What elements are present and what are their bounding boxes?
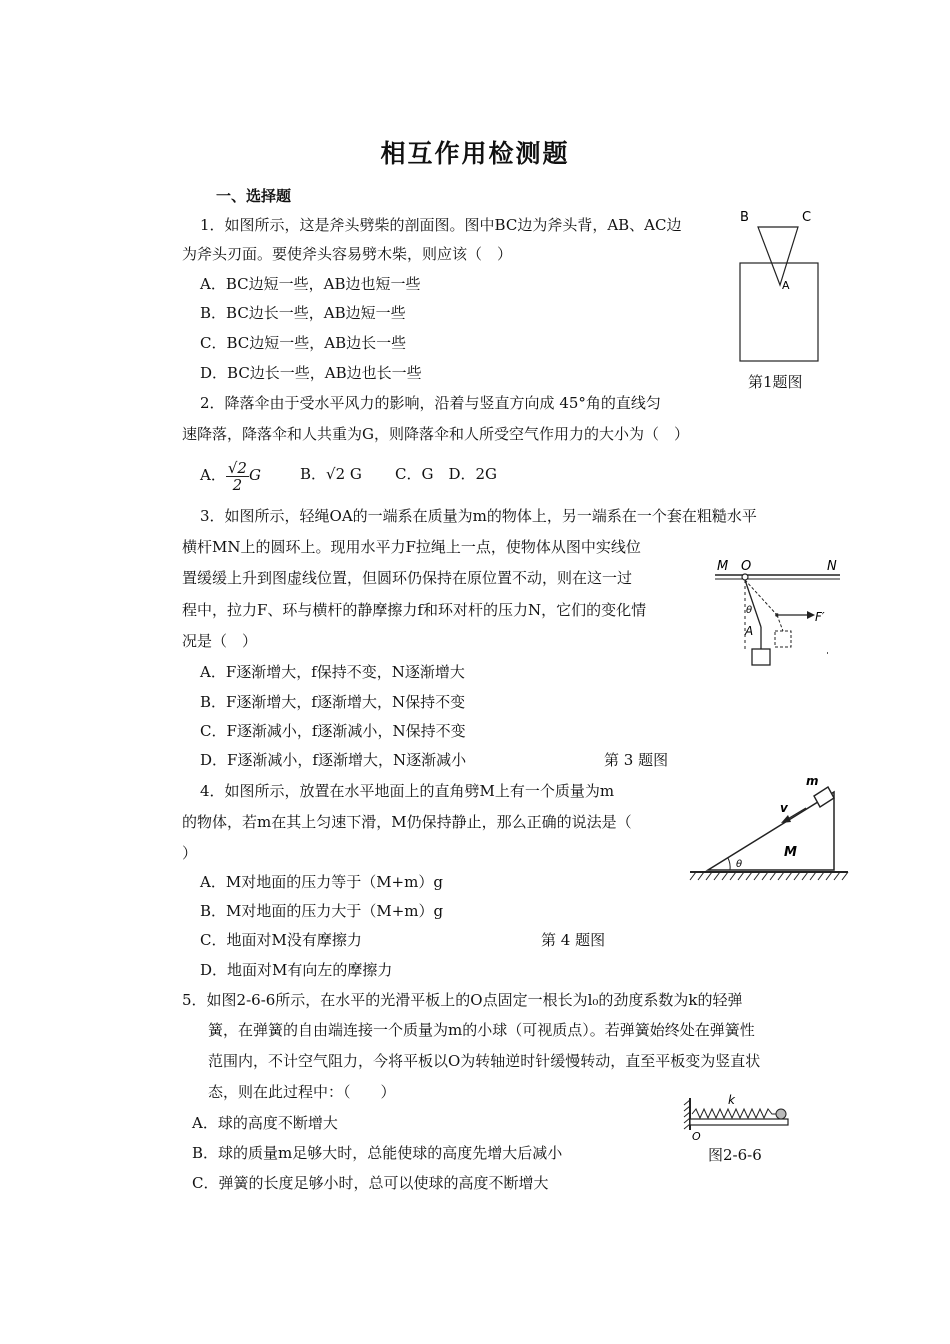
q3-option-d[interactable]: D．F逐渐减小，f逐渐增大，N逐渐减小	[200, 751, 467, 769]
q3-option-c[interactable]: C．F逐渐减小，f逐渐减小，N保持不变	[200, 722, 466, 740]
rod-label-m: M	[717, 559, 729, 574]
q3-line3: 置缓缓上升到图虚线位置，但圆环仍保持在原位置不动，则在这一过	[182, 569, 633, 587]
force-label-f: F′	[815, 610, 825, 624]
angle-label-theta: θ	[746, 605, 753, 616]
q4-line2: 的物体，若m在其上匀速下滑，M仍保持静止，那么正确的说法是（	[182, 813, 632, 831]
q2-line2: 速降落，降落伞和人共重为G，则降落伞和人所受空气作用力的大小为（ ）	[182, 425, 689, 443]
q3-line1: 3．如图所示，轻绳OA的一端系在质量为m的物体上，另一端系在一个套在粗糙水平	[200, 507, 757, 525]
axe-diagram	[730, 205, 830, 370]
wedge-diagram	[688, 772, 848, 892]
pivot-label-o: O	[692, 1130, 701, 1143]
angle-label-theta: θ	[736, 859, 743, 870]
q5-option-a[interactable]: A．球的高度不断增大	[192, 1114, 338, 1132]
q4-option-c[interactable]: C．地面对M没有摩擦力	[200, 931, 362, 949]
block-label-m: m	[806, 774, 819, 788]
axe-label-a: A	[782, 279, 790, 292]
q3-figure-caption: 第 3 题图	[604, 751, 669, 769]
q2-options-c-d[interactable]: C．G D．2G	[395, 465, 498, 483]
sqrt2-over-2-fraction: $\frac{√2}{2}$	[227, 458, 247, 494]
wedge-label-m: M	[784, 845, 797, 860]
q5-line1: 5．如图2-6-6所示，在水平的光滑平板上的O点固定一根长为l₀的劲度系数为k的轻弹	[182, 991, 743, 1009]
q2-line1: 2．降落伞由于受水平风力的影响，沿着与竖直方向成 45°角的直线匀	[200, 394, 661, 412]
section-heading: 一、选择题	[216, 187, 292, 205]
q5-option-c[interactable]: C．弹簧的长度足够小时，总可以使球的高度不断增大	[192, 1174, 549, 1192]
q5-line2: 簧，在弹簧的自由端连接一个质量为m的小球（可视质点）。若弹簧始终处在弹簧性	[208, 1021, 755, 1039]
velocity-label-v: v	[780, 801, 788, 815]
q5-line4: 态，则在此过程中：（ ）	[208, 1083, 396, 1101]
q5-figure-caption: 图2-6-6	[708, 1146, 762, 1164]
q3-line5: 况是（ ）	[182, 632, 258, 650]
q4-option-d[interactable]: D．地面对M有向左的摩擦力	[200, 961, 393, 979]
rod-label-n: N	[827, 559, 837, 574]
page-title: 相互作用检测题	[380, 139, 570, 168]
q5-line3: 范围内，不计空气阻力，今将平板以O为转轴逆时针缓慢转动，直至平板变为竖直状	[208, 1052, 761, 1070]
rope-ring-diagram	[715, 555, 845, 667]
q4-option-b[interactable]: B．M对地面的压力大于（M+m）g	[200, 902, 444, 920]
q1-line2: 为斧头刃面。要使斧头容易劈木柴，则应该（ ）	[182, 245, 513, 263]
q1-line1: 1．如图所示，这是斧头劈柴的剖面图。图中BC边为斧头背，AB、AC边	[200, 216, 682, 234]
q1-option-c[interactable]: C．BC边短一些，AB边长一些	[200, 334, 407, 352]
ring-label-o: O	[741, 559, 752, 574]
q4-line3: ）	[182, 844, 198, 862]
axe-label-b: B	[740, 210, 749, 225]
q2-option-b[interactable]: B．√2 G	[300, 465, 362, 483]
q1-figure-caption: 第1题图	[748, 373, 803, 391]
q1-option-d[interactable]: D．BC边长一些，AB边也长一些	[200, 364, 422, 382]
q4-option-a[interactable]: A．M对地面的压力等于（M+m）g	[200, 873, 443, 891]
q3-option-b[interactable]: B．F逐渐增大，f逐渐增大，N保持不变	[200, 693, 466, 711]
point-label-a: A	[745, 624, 754, 638]
q1-option-b[interactable]: B．BC边长一些，AB边短一些	[200, 304, 406, 322]
q4-figure-caption: 第 4 题图	[541, 931, 606, 949]
q3-line2: 横杆MN上的圆环上。现用水平力F拉绳上一点，使物体从图中实线位	[182, 538, 641, 556]
q2-option-a[interactable]: A． $\frac{√2}{2}$ G	[200, 458, 261, 494]
axe-label-c: C	[802, 210, 812, 225]
spring-label-k: k	[728, 1093, 735, 1107]
q3-line4: 程中，拉力F、环与横杆的静摩擦力f和环对杆的压力N，它们的变化情	[182, 601, 647, 619]
q1-option-a[interactable]: A．BC边短一些，AB边也短一些	[200, 275, 421, 293]
q3-option-a[interactable]: A．F逐渐增大，f保持不变，N逐渐增大	[200, 663, 465, 681]
q5-option-b[interactable]: B．球的质量m足够大时，总能使球的高度先增大后减小	[192, 1144, 563, 1162]
q4-line1: 4．如图所示，放置在水平地面上的直角劈M上有一个质量为m	[200, 782, 615, 800]
spring-diagram	[680, 1090, 795, 1145]
